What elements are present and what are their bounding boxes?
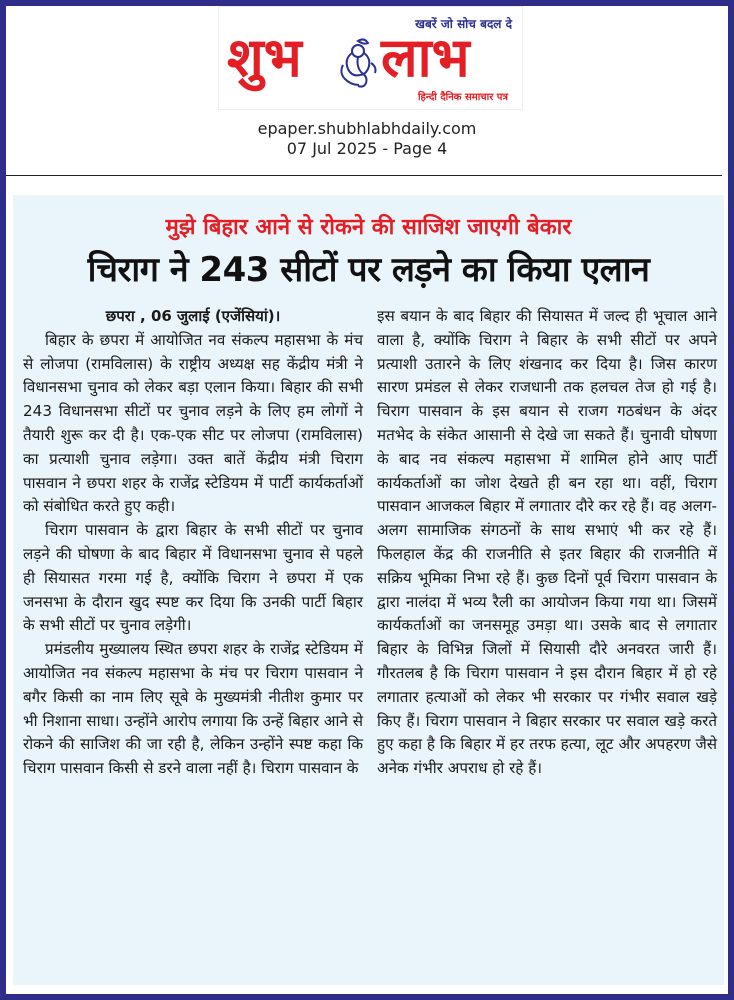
article-paragraph: चिराग पासवान के द्वारा बिहार के सभी सीटों पर चुनाव लड़ने की घोषणा के बाद बिहार में विधानसभा चुनाव से पहले ही सियासत गरमा गई है, क्योंकि चिराग ने छपरा में एक जनसभा के दौरान खुद स्पष्ट कर दिया कि उनकी पार्टी बिहार के सभी सीटों पर चुनाव लड़ेगी।	[23, 521, 363, 635]
ganesh-icon	[337, 35, 379, 91]
article-column-left	[23, 305, 363, 781]
article-paragraph: प्रमंडलीय मुख्यालय स्थित छपरा शहर के राजेंद्र स्टेडियम में आयोजित नव संकल्प महासभा के मंच पर चिराग पासवान ने बगैर किसी का नाम लिए सूबे के मुख्यमंत्री नीतीश कुमार पर भी निशाना साधा। उन्होंने आरोप लगाया कि उन्हें बिहार आने से रोकने की साजिश की जा रही है, लेकिन उन्होंने स्पष्ट कहा कि चिराग पासवान किसी से डरने वाला नहीं है। चिराग पासवान के	[23, 640, 363, 778]
epaper-page	[6, 6, 728, 994]
newspaper-masthead-logo	[218, 6, 523, 110]
masthead-tagline: खबरें जो सोच बदल दे	[415, 17, 512, 31]
article-column-right	[377, 305, 717, 781]
article-paragraph: बिहार के छपरा में आयोजित नव संकल्प महासभा के मंच से लोजपा (रामविलास) के राष्ट्रीय अध्यक्ष सह केंद्रीय मंत्री ने विधानसभा चुनाव को लेकर बड़ा एलान किया। बिहार की सभी 243 विधानसभा सीटों पर चुनाव लड़ने के लिए हम लोगों ने तैयारी शुरू कर दी है। एक-एक सीट पर लोजपा (रामविलास) का प्रत्याशी चुनाव लड़ेगा। उक्त बातें केंद्रीय मंत्री चिराग पासवान ने छपरा शहर के राजेंद्र स्टेडियम में पार्टी कार्यकर्ताओं को संबोधित करते हुए कही।	[23, 330, 363, 516]
article-dateline: छपरा , 06 जुलाई (एजेंसियां)।	[105, 307, 281, 325]
header-divider	[6, 175, 722, 176]
masthead-subtitle: हिन्दी दैनिक समाचार पत्र	[417, 92, 508, 103]
article-paragraph: इस बयान के बाद बिहार की सियासत में जल्द ही भूचाल आने वाला है, क्योंकि चिराग ने बिहार के सभी सीटों पर अपने प्रत्याशी उतारने के लिए शंखनाद कर दिया है। जिस कारण सारण प्रमंडल से लेकर राजधानी तक हलचल तेज हो गई है। चिराग पासवान के इस बयान से राजग गठबंधन के अंदर मतभेद के संकेत आसानी से देखे जा सकते हैं। चुनावी घोषणा के बाद नव संकल्प महासभा में शामिल होने आए पार्टी कार्यकर्ताओं का जोश देखते ही बन रहा था। वहीं, चिराग पासवान आजकल बिहार में लगातार दौरे कर रहे हैं। वह अलग-अलग सामाजिक संगठनों के साथ सभाएं भी कर रहे हैं। फिलहाल केंद्र की राजनीति से इतर बिहार की राजनीति में सक्रिय भूमिका निभा रहे हैं। कुछ दिनों पूर्व चिराग पासवान के द्वारा नालंदा में भव्य रैली का आयोजन किया गया था। जिसमें कार्यकर्ताओं का जनसमूह उमड़ा था। उसके बाद से लगातार बिहार के विभिन्न जिलों में सियासी दौरे अनवरत जारी हैं। गौरतलब है कि चिराग पासवान ने इस दौरान बिहार में हो रहे लगातार हत्याओं को लेकर भी सरकार पर गंभीर सवाल खड़े किए हैं। चिराग पासवान ने बिहार सरकार पर सवाल खड़े करते हुए कहा है कि बिहार में हर तरफ हत्या, लूट और अपहरण जैसे अनेक गंभीर अपराध हो रहे हैं।	[377, 307, 717, 778]
news-article	[13, 195, 724, 985]
logo-word-labh: लाभ	[381, 25, 470, 89]
article-kicker: मुझे बिहार आने से रोकने की साजिश जाएगी बेकार	[165, 215, 572, 240]
edition-date-page: 07 Jul 2025 - Page 4	[286, 139, 448, 158]
logo-word-shubh: शुभ	[227, 25, 302, 89]
article-headline: चिराग ने 243 सीटों पर लड़ने का किया एलान	[87, 250, 650, 290]
epaper-site-url: epaper.shubhlabhdaily.com	[257, 119, 477, 138]
